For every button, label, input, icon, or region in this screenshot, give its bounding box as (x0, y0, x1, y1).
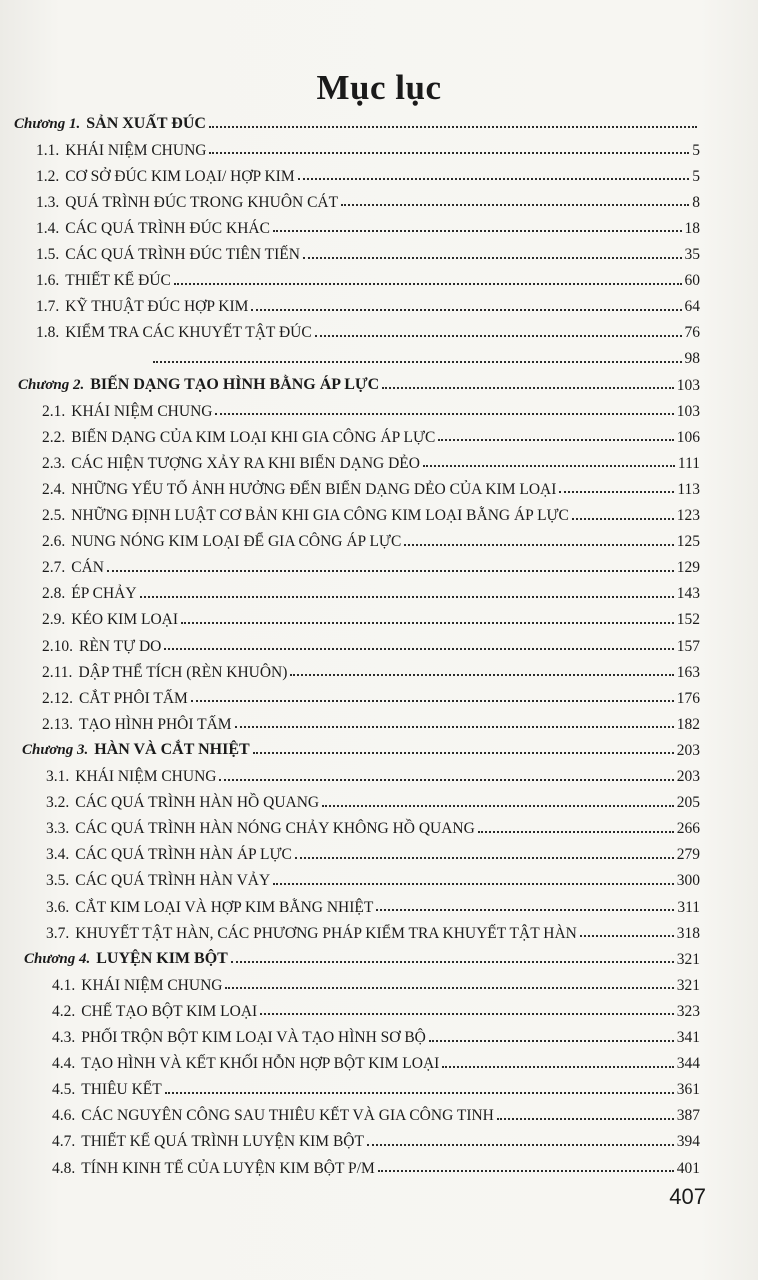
toc-label (42, 612, 178, 628)
toc-entry-row (42, 630, 700, 654)
toc-leader-dots (209, 152, 689, 154)
toc-page-number: 8 (692, 193, 700, 211)
toc-label (36, 143, 206, 159)
toc-number: 2.13. (42, 715, 73, 733)
toc-leader-dots (376, 909, 674, 911)
toc-number: 2.8. (42, 585, 66, 603)
toc-page-number: 103 (676, 402, 700, 420)
toc-page-number: 401 (676, 1159, 700, 1177)
toc-text: RÈN TỰ DO (79, 637, 162, 655)
toc-number: Chương 1. (14, 116, 81, 132)
toc-chapter-row (24, 943, 700, 967)
toc-leader-dots (235, 726, 674, 728)
toc-page-number: 344 (676, 1055, 700, 1073)
toc-leader-dots (140, 596, 674, 598)
toc-entry-row (46, 761, 700, 785)
toc-number: 4.7. (52, 1133, 76, 1151)
toc-text: CHẾ TẠO BỘT KIM LOẠI (81, 1002, 258, 1020)
toc-number: 4.8. (52, 1159, 76, 1177)
toc-entry-row (46, 891, 700, 915)
toc-page-number: 76 (684, 324, 700, 342)
toc-leader-dots (209, 126, 697, 128)
toc-entry-row (36, 134, 700, 158)
toc-leader-dots (429, 1040, 674, 1042)
toc-number: 2.6. (42, 533, 66, 551)
toc-text: THIẾT KẾ QUÁ TRÌNH LUYỆN KIM BỘT (81, 1133, 364, 1151)
toc-leader-dots (298, 178, 690, 180)
toc-entry-row (42, 526, 700, 550)
toc-page-number: 182 (676, 715, 700, 733)
toc-leader-dots (382, 387, 674, 389)
toc-page-number: 341 (676, 1029, 700, 1046)
toc-leader-dots (225, 987, 673, 989)
toc-entry-row (52, 1100, 700, 1124)
toc-leader-dots (231, 961, 674, 963)
toc-leader-dots (164, 648, 673, 650)
toc-page-number: 203 (676, 768, 700, 785)
toc-text: NHỮNG YẾU TỐ ẢNH HƯỞNG ĐẾN BIẾN DẠNG DẺO CỦA KIM LOẠI (71, 480, 557, 498)
toc-page-number: 387 (676, 1107, 700, 1125)
toc-leader-dots (181, 622, 674, 624)
toc-label (46, 873, 270, 889)
toc-page-number: 318 (676, 924, 700, 942)
toc-number: 3.1. (46, 768, 70, 785)
toc-page-number: 323 (676, 1002, 700, 1020)
toc-number: 1.6. (36, 272, 60, 290)
toc-label (36, 325, 312, 341)
toc-entry-row (42, 473, 700, 497)
toc-label (42, 534, 401, 550)
toc-page-number: 300 (676, 872, 700, 890)
toc-entry-row (42, 500, 700, 524)
toc-number: 1.1. (36, 141, 60, 159)
toc-label (46, 847, 292, 863)
toc-page-number: 125 (676, 533, 700, 551)
toc-entry-row (36, 239, 700, 263)
toc-number: 2.9. (42, 611, 66, 629)
toc-label (14, 116, 206, 132)
toc-label (42, 717, 232, 733)
toc-leader-dots (290, 674, 673, 676)
toc-entry-row (46, 839, 700, 863)
toc-page-number: 129 (676, 559, 700, 577)
toc-text: NUNG NÓNG KIM LOẠI ĐỂ GIA CÔNG ÁP LỰC (71, 533, 402, 551)
toc-label (52, 1056, 439, 1072)
toc-label (46, 926, 577, 942)
toc-text: TẠO HÌNH PHÔI TẤM (79, 715, 232, 733)
toc-number: 1.4. (36, 219, 60, 237)
toc-entry-row (36, 212, 700, 236)
toc-entry-row (150, 343, 700, 367)
toc-number: 3.3. (46, 820, 70, 838)
toc-page-number: 60 (684, 272, 700, 290)
toc-text: KHÁI NIỆM CHUNG (75, 768, 217, 785)
toc-entry-row (46, 787, 700, 811)
toc-number: 2.4. (42, 480, 66, 498)
toc-leader-dots (378, 1170, 674, 1172)
toc-number: 3.5. (46, 872, 70, 890)
toc-label (36, 299, 248, 315)
toc-label (52, 1004, 257, 1020)
toc-leader-dots (423, 465, 675, 467)
toc-number: 4.6. (52, 1107, 76, 1125)
toc-leader-dots (559, 491, 674, 493)
toc-number: 3.7. (46, 924, 70, 942)
toc-text: CÁN (71, 559, 104, 577)
toc-leader-dots (215, 413, 673, 415)
toc-number: 1.5. (36, 246, 60, 263)
toc-text: CÁC HIỆN TƯỢNG XẢY RA KHI BIẾN DẠNG DẺO (71, 454, 420, 472)
toc-label (42, 665, 287, 681)
toc-leader-dots (303, 257, 682, 259)
toc-leader-dots (580, 935, 674, 937)
toc-number: Chương 3. (22, 742, 89, 759)
toc-leader-dots (251, 309, 681, 311)
toc-label (52, 1082, 162, 1098)
toc-text: KHUYẾT TẬT HÀN, CÁC PHƯƠNG PHÁP KIỂM TRA KHUYẾT TẬT HÀN (75, 924, 577, 942)
toc-entry-row (36, 317, 700, 341)
toc-text: CÁC QUÁ TRÌNH HÀN VẢY (75, 872, 271, 890)
toc-text: CẮT PHÔI TẤM (79, 689, 188, 707)
toc-leader-dots (165, 1092, 674, 1094)
toc-page-number: 103 (676, 376, 700, 394)
toc-leader-dots (153, 361, 682, 363)
toc-label (42, 482, 556, 498)
toc-page-number: 311 (677, 898, 700, 916)
toc-label (52, 1161, 375, 1177)
toc-label (46, 821, 475, 837)
toc-label (36, 273, 171, 289)
toc-leader-dots (174, 283, 682, 285)
toc-text: THIÊU KẾT (81, 1081, 162, 1099)
toc-entry-row (36, 160, 700, 184)
toc-text: KỸ THUẬT ĐÚC HỢP KIM (65, 298, 249, 316)
toc-text: TẠO HÌNH VÀ KẾT KHỐI HỖN HỢP BỘT KIM LOẠI (81, 1055, 440, 1073)
toc-number: 2.2. (42, 428, 66, 446)
toc-number: 4.3. (52, 1029, 76, 1046)
toc-text: CẮT KIM LOẠI VÀ HỢP KIM BẰNG NHIỆT (75, 898, 374, 916)
toc-leader-dots (273, 230, 682, 232)
toc-label (36, 221, 270, 237)
toc-entry-row (42, 578, 700, 602)
toc-page-number: 321 (676, 976, 700, 994)
toc-number: 3.6. (46, 898, 70, 916)
toc-page-number: 18 (684, 219, 700, 237)
toc-number: 2.5. (42, 507, 66, 524)
toc-leader-dots (107, 570, 674, 572)
toc-leader-dots (367, 1144, 674, 1146)
toc-number: 2.7. (42, 559, 66, 577)
toc-leader-dots (295, 857, 674, 859)
toc-number: 2.10. (42, 637, 73, 655)
toc-entry-row (42, 682, 700, 706)
toc-text: CÁC QUÁ TRÌNH ĐÚC TIÊN TIẾN (65, 246, 300, 263)
toc-leader-dots (191, 700, 674, 702)
page-number: 407 (669, 1184, 706, 1209)
toc-entry-row (52, 1126, 700, 1150)
toc-leader-dots (572, 518, 674, 520)
toc-leader-dots (219, 779, 673, 781)
toc-page-number: 35 (684, 246, 700, 263)
toc-entry-row (52, 1022, 700, 1046)
toc-chapter-row (22, 734, 700, 758)
toc-text: THIẾT KẾ ĐÚC (65, 272, 171, 290)
toc-page-number: 5 (692, 141, 700, 159)
toc-chapter-row (18, 369, 700, 393)
toc-chapter-row (14, 108, 700, 132)
toc-page-number: 266 (676, 820, 700, 838)
toc-text: TÍNH KINH TẾ CỦA LUYỆN KIM BỘT P/M (81, 1159, 375, 1177)
toc-leader-dots (497, 1118, 674, 1120)
toc-leader-dots (478, 831, 674, 833)
toc-text: DẬP THỂ TÍCH (RÈN KHUÔN) (78, 663, 288, 681)
toc-entry-row (52, 1048, 700, 1072)
toc-page-number: 279 (676, 846, 700, 864)
toc-number: 2.11. (42, 663, 73, 681)
toc-entry-row (36, 186, 700, 210)
toc-entry-row (46, 865, 700, 889)
toc-number: 4.2. (52, 1002, 76, 1020)
toc-label (46, 769, 216, 785)
toc-leader-dots (341, 204, 689, 206)
toc-number: 4.4. (52, 1055, 76, 1073)
toc-label (42, 404, 212, 420)
toc-number: 1.7. (36, 298, 60, 316)
toc-leader-dots (442, 1066, 673, 1068)
toc-number: 1.2. (36, 167, 60, 185)
toc-label (52, 1134, 364, 1150)
toc-page-number: 152 (676, 611, 700, 629)
toc-page-number: 113 (677, 480, 700, 498)
toc-page-number: 123 (676, 507, 700, 524)
toc-number: 1.3. (36, 193, 60, 211)
toc-leader-dots (253, 752, 674, 754)
toc-label (42, 560, 104, 576)
toc-number: Chương 2. (18, 377, 85, 393)
toc-text: CÁC QUÁ TRÌNH HÀN NÓNG CHẢY KHÔNG HỒ QUANG (75, 820, 475, 838)
toc-label (42, 586, 137, 602)
toc-entry-row (42, 421, 700, 445)
toc-number: 4.1. (52, 976, 76, 994)
toc-label (42, 430, 435, 446)
toc-text: PHỐI TRỘN BỘT KIM LOẠI VÀ TẠO HÌNH SƠ BỘ (81, 1029, 426, 1046)
toc-entry-row (46, 917, 700, 941)
toc-label (46, 900, 373, 916)
toc-leader-dots (260, 1013, 674, 1015)
toc-leader-dots (404, 544, 673, 546)
toc-label (46, 795, 319, 811)
toc-label (42, 691, 188, 707)
toc-number: 2.1. (42, 402, 66, 420)
toc-number: 4.5. (52, 1081, 76, 1099)
toc-entry-row (52, 969, 700, 993)
toc-text: ÉP CHẢY (71, 585, 137, 603)
toc-entry-row (52, 1152, 700, 1176)
toc-entry-row (42, 552, 700, 576)
toc-label (52, 1108, 494, 1124)
toc-page-number: 98 (684, 350, 700, 368)
toc-page-number: 321 (676, 950, 700, 968)
toc-entry-row (42, 656, 700, 680)
toc-label (22, 742, 250, 758)
toc-label (24, 951, 228, 967)
toc-text: BIẾN DẠNG TẠO HÌNH BẰNG ÁP LỰC (90, 376, 380, 393)
toc-number: 3.4. (46, 846, 70, 864)
toc-text: HÀN VÀ CẮT NHIỆT (94, 741, 250, 759)
toc-entry-row (52, 1074, 700, 1098)
toc-text: CÁC QUÁ TRÌNH HÀN HỒ QUANG (75, 794, 320, 812)
toc-number: 2.3. (42, 454, 66, 472)
toc-text: BIẾN DẠNG CỦA KIM LOẠI KHI GIA CÔNG ÁP LỰC (71, 428, 436, 446)
toc-label (52, 1030, 426, 1046)
toc-text: NHỮNG ĐỊNH LUẬT CƠ BẢN KHI GIA CÔNG KIM LOẠI BẰNG ÁP LỰC (71, 507, 569, 524)
toc-text: QUÁ TRÌNH ĐÚC TRONG KHUÔN CÁT (65, 193, 339, 211)
toc-text: KÉO KIM LOẠI (71, 611, 179, 629)
toc-entry-row (42, 395, 700, 419)
toc-page-number: 64 (684, 298, 700, 316)
toc-number: 3.2. (46, 794, 70, 812)
toc-text: KHÁI NIỆM CHUNG (71, 402, 213, 420)
toc-label (42, 639, 161, 655)
toc-page-number: 176 (676, 689, 700, 707)
toc-number: 1.8. (36, 324, 60, 342)
toc-text: CÁC NGUYÊN CÔNG SAU THIÊU KẾT VÀ GIA CÔNG TINH (81, 1107, 494, 1125)
toc-text: CƠ SỞ ĐÚC KIM LOẠI/ HỢP KIM (65, 167, 295, 185)
toc-number: Chương 4. (24, 951, 91, 968)
toc-page-number: 361 (676, 1081, 700, 1099)
page-title: Mục lục (316, 68, 442, 107)
toc-label (36, 247, 300, 263)
toc-text: SẢN XUẤT ĐÚC (86, 115, 206, 132)
toc-label (42, 508, 569, 524)
toc-page-number: 106 (676, 428, 700, 446)
toc-entry-row (36, 291, 700, 315)
toc-page-number: 157 (676, 637, 700, 655)
toc-page-number: 203 (676, 741, 700, 759)
toc-text: LUYỆN KIM BỘT (96, 950, 228, 968)
toc-label (18, 377, 379, 393)
toc-label (52, 978, 222, 994)
toc-text: KHÁI NIỆM CHUNG (65, 141, 207, 159)
toc-entry-row (52, 995, 700, 1019)
toc-entry-row (42, 708, 700, 732)
toc-entry-row (36, 265, 700, 289)
toc-leader-dots (273, 883, 674, 885)
toc-text: KIỂM TRA CÁC KHUYẾT TẬT ĐÚC (65, 324, 312, 342)
toc-page-number: 111 (677, 454, 700, 472)
toc-text: KHÁI NIỆM CHUNG (81, 976, 223, 994)
toc-label (36, 169, 295, 185)
toc-page-number: 5 (692, 167, 700, 185)
toc-page-number: 163 (676, 663, 700, 681)
toc-leader-dots (315, 335, 682, 337)
toc-page-number: 205 (676, 794, 700, 812)
toc-leader-dots (322, 805, 674, 807)
toc-page-number: 394 (676, 1133, 700, 1151)
toc-text: CÁC QUÁ TRÌNH HÀN ÁP LỰC (75, 846, 292, 864)
toc-label (42, 456, 420, 472)
toc-entry-row (42, 604, 700, 628)
toc-label (36, 195, 338, 211)
toc-entry-row (46, 813, 700, 837)
toc-entry-row (42, 447, 700, 471)
toc-number: 2.12. (42, 689, 73, 707)
toc-page-number: 143 (676, 585, 700, 603)
toc-leader-dots (438, 439, 673, 441)
toc-text: CÁC QUÁ TRÌNH ĐÚC KHÁC (65, 219, 270, 237)
